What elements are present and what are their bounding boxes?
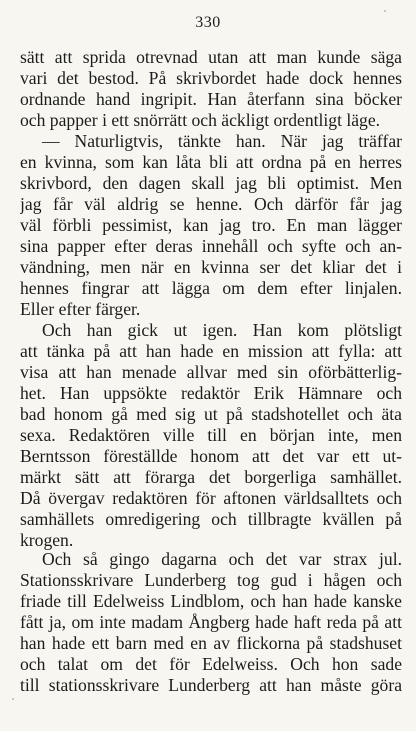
paragraph (20, 47, 402, 131)
text-line: till stationsskrivare Lunderberg att han måste göra (20, 675, 402, 695)
scan-speck (12, 698, 14, 700)
text-line: Då övergav redaktören för aftonen världsalltets och (20, 488, 402, 508)
text-line: visa att han menade allvar med sin oförbätterlig- (20, 362, 402, 382)
paragraph (20, 549, 402, 696)
text-line: samhällets omredigering och tillbragte kvällen på (20, 509, 402, 529)
text-line: ordnande hand ingripit. Han återfann sina böcker (20, 89, 402, 109)
text-line: en kvinna, som kan låta bli att ordna på en herres (20, 152, 402, 172)
text-line: het. Han uppsökte redaktör Erik Hämnare och (20, 383, 402, 403)
text-line: och talat om det för Edelweiss. Och hon sade (20, 654, 402, 674)
text-line: att tänka på att han hade en mission att fylla: att (20, 341, 402, 361)
text-block-top (20, 47, 402, 551)
text-line: bad honom gå med sig ut på stadshotellet och äta (20, 404, 402, 424)
text-line: sexa. Redaktören ville till en början inte, men (20, 425, 402, 445)
text-line: sina papper efter deras innehåll och syfte och an- (20, 236, 402, 256)
text-block-bottom (20, 549, 402, 696)
text-line: Och så gingo dagarna och det var strax jul. (42, 549, 402, 569)
scan-speck (384, 10, 386, 12)
paragraph (20, 131, 402, 320)
text-line: hennes fingrar att lägga om dem efter linjalen. (20, 278, 402, 298)
text-line: krogen. (20, 530, 74, 550)
page-number: 330 (195, 14, 221, 31)
text-line: jag får väl aldrig se henne. Och därför får jag (20, 194, 402, 214)
text-line: — Naturligtvis, tänkte han. När jag träffar (42, 131, 402, 151)
text-line: Och han gick ut igen. Han kom plötsligt (42, 320, 402, 340)
text-line: vari det bestod. På skrivbordet hade dock hennes (20, 68, 402, 88)
text-line: vändning, men när en kvinna ser det kliar det i (20, 257, 402, 277)
text-line: märkt sätt att förarga det borgerliga samhället. (20, 467, 402, 487)
paragraph (20, 320, 402, 551)
text-line: skrivbord, den dagen skall jag bli optimist. Men (20, 173, 402, 193)
text-line: Stationsskrivare Lunderberg tog gud i hågen och (20, 570, 402, 590)
text-line: väl förbli pessimist, kan jag tro. En man lägger (20, 215, 402, 235)
text-line: och papper i ett snörrätt och äckligt ordentligt läge. (20, 110, 381, 130)
text-line: fått ja, om inte madam Ångberg hade haft reda på att (20, 612, 402, 632)
text-line: Berntsson föreställde honom att det var ett ut- (20, 446, 402, 466)
text-line: sätt att sprida otrevnad utan att man kunde säga (20, 47, 402, 67)
text-line: Eller efter färger. (20, 299, 141, 319)
text-line: han hade ett barn med en av flickorna på stadshuset (20, 633, 402, 653)
text-line: friade till Edelweiss Lindblom, och han hade kanske (20, 591, 402, 611)
